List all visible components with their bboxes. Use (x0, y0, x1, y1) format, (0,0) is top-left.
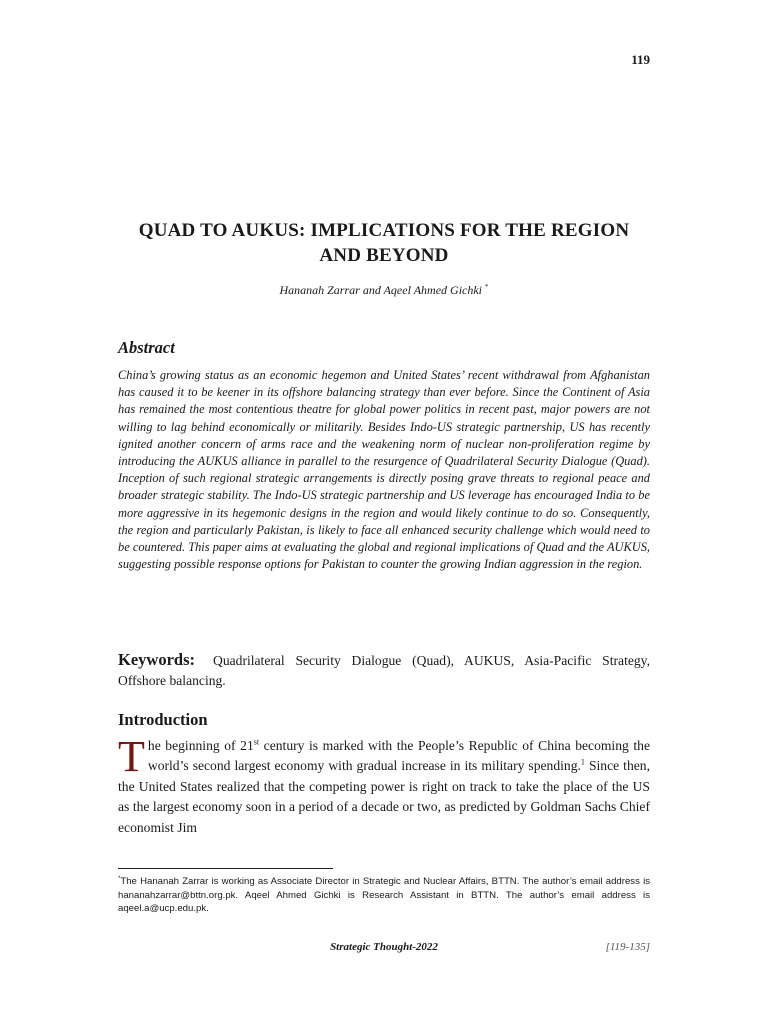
paper-title: QUAD TO AUKUS: IMPLICATIONS FOR THE REGION AND BEYOND (138, 220, 630, 266)
keywords-text: Quadrilateral Security Dialogue (Quad), AUKUS, Asia-Pacific Strategy, Offshore balancing. (118, 653, 650, 688)
abstract-text: China’s growing status as an economic hegemon and United States’ recent withdrawal from Afghanistan has caused it to be keener in its offshore balancing strategy than ever before. Since the Continent of Asia has remained the most contentious theatre for global power politics in recent past, major powers are not willing to lag behind economically or militarily. Besides Indo-US strategic partnership, US has recently ignited another concern of arms race and the weakening norm of nuclear non-proliferation regime by introducing the AUKUS alliance in parallel to the resurgence of Quadrilateral Security Dialogue (Quad). Inception of such regional strategic arrangements is directly posing grave threats to regional peace and broader strategic stability. The Indo-US strategic partnership and US leverage has encouraged India to be more aggressive in its hegemonic designs in the region and would likely continue to do so. Consequently, the region and particularly Pakistan, is likely to face all enhanced security challenge which would need to be countered. This paper aims at evaluating the global and regional implications of Quad and the AUKUS, suggesting possible response options for Pakistan to counter the growing Indian aggression in the region. (118, 368, 650, 572)
intro-text-1: he beginning of 21 (147, 738, 254, 753)
page-number: 119 (631, 52, 650, 67)
footnote-reference-1: 1 (580, 757, 585, 767)
introduction-heading: Introduction (118, 710, 208, 729)
footnote (118, 875, 650, 916)
keywords-paragraph (118, 650, 650, 691)
authors-names: Hananah Zarrar and Aqeel Ahmed Gichki (279, 283, 483, 297)
intro-text-2: century is marked with the People’s Republic of China becoming the world’s second largest economy with gradual increase in its military spending. (147, 738, 650, 774)
authors-line (118, 283, 650, 298)
intro-text-3: Since then, the United States realized that the competing power is right on track to take the place of the US as the largest economy soon in a period of a decade or two, as predicted by Goldman Sachs Chief economist Jim (118, 758, 650, 835)
footer-page-range: [119-135] (605, 941, 650, 953)
keywords-label: Keywords: (118, 650, 195, 669)
introduction-paragraph (118, 732, 650, 838)
footer-journal-name: Strategic Thought-2022 (330, 941, 438, 953)
footnote-text: The Hananah Zarrar is working as Associate Director in Strategic and Nuclear Affairs, BTTN. The author’s email address is hananahzarrar@bttn.org.pk. Aqeel Ahmed Gichki is Research Assistant in BTTN. The author’s email address is aqeel.a@ucp.edu.pk. (118, 876, 650, 914)
drop-cap: T (118, 732, 145, 781)
authors-footnote-mark: * (485, 283, 489, 291)
abstract-heading: Abstract (118, 338, 175, 357)
footnote-mark: * (118, 875, 121, 882)
footnote-divider (118, 868, 333, 869)
intro-superscript-st: st (253, 737, 260, 747)
